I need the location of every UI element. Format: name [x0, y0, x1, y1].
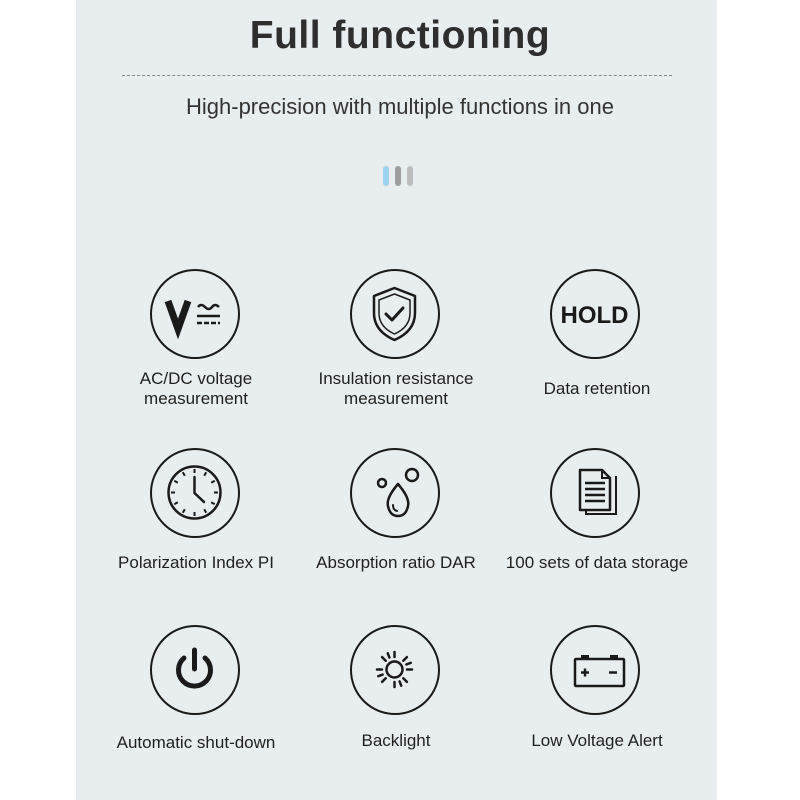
shield-check-icon — [350, 269, 440, 359]
page-subtitle: High-precision with multiple functions in one — [186, 94, 614, 119]
indicator-bar-3 — [407, 166, 413, 186]
feature-label: Data retention — [543, 379, 651, 398]
feature-label: Automatic shut-down — [116, 733, 276, 752]
feature-label: AC/DC voltage measurement — [139, 369, 253, 408]
voltage-icon — [150, 269, 240, 359]
feature-label: Absorption ratio DAR — [316, 553, 476, 572]
battery-icon — [550, 625, 640, 715]
feature-label: Backlight — [361, 731, 431, 750]
dashed-divider — [122, 75, 672, 76]
page-indicator — [383, 166, 423, 186]
hold-icon — [550, 269, 640, 359]
document-stack-icon — [550, 448, 640, 538]
power-icon — [150, 625, 240, 715]
indicator-bar-1 — [383, 166, 389, 186]
sun-icon — [350, 625, 440, 715]
feature-label: Insulation resistance measurement — [318, 369, 474, 408]
clock-icon — [150, 448, 240, 538]
feature-label: Polarization Index PI — [118, 553, 274, 572]
feature-label: 100 sets of data storage — [505, 553, 689, 572]
page-title: Full functioning — [249, 14, 551, 57]
feature-label: Low Voltage Alert — [531, 731, 663, 750]
indicator-bar-2 — [395, 166, 401, 186]
svg-text:HOLD: HOLD — [560, 302, 629, 329]
water-drop-icon — [350, 448, 440, 538]
